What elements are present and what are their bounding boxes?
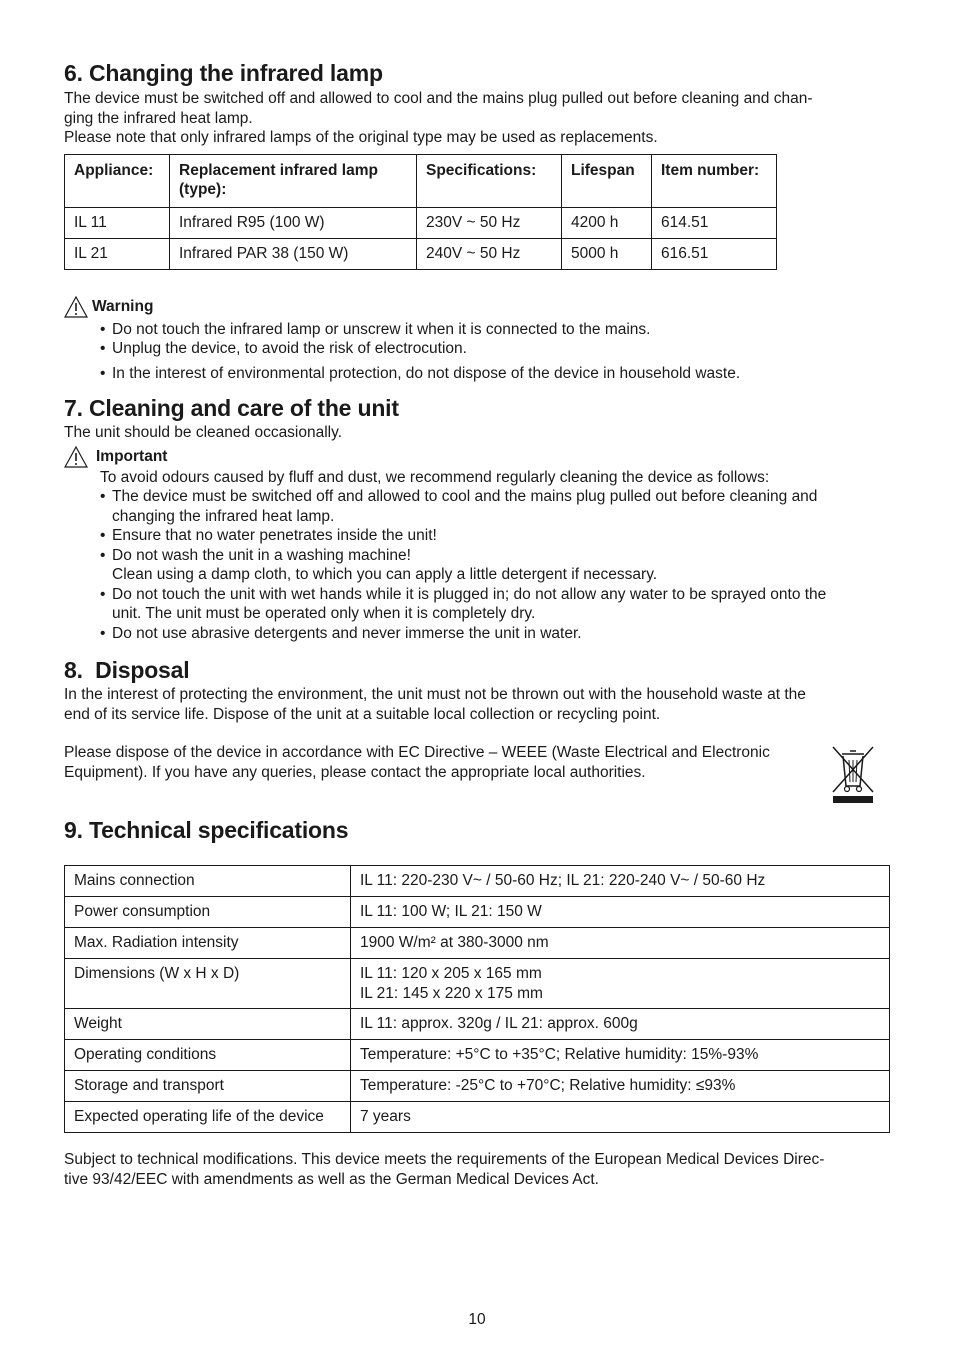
warning-label: Warning bbox=[92, 297, 154, 315]
spec-value: 7 years bbox=[351, 1102, 890, 1133]
s8-paragraph-1a: In the interest of protecting the environment, the unit must not be thrown out with the household waste at the bbox=[64, 686, 806, 703]
spec-label: Weight bbox=[65, 1009, 351, 1040]
header-specifications: Specifications: bbox=[417, 154, 562, 207]
spec-label: Mains connection bbox=[65, 866, 351, 897]
list-item-continuation: Clean using a damp cloth, to which you can apply a little detergent if necessary. bbox=[112, 566, 658, 583]
s6-paragraph-1b: ging the infrared heat lamp. bbox=[64, 109, 253, 127]
spec-label: Dimensions (W x H x D) bbox=[65, 959, 351, 1009]
section-9-title: 9. Technical specifications bbox=[64, 817, 349, 843]
table-cell: 240V ~ 50 Hz bbox=[417, 238, 562, 269]
s8-paragraph-2b: Equipment). If you have any queries, please contact the appropriate local authorities. bbox=[64, 763, 646, 781]
important-intro: To avoid odours caused by fluff and dust, we recommend regularly cleaning the device as follows: bbox=[100, 468, 770, 486]
list-item: • Do not touch the unit with wet hands while it is plugged in; do not allow any water to be sprayed onto the bbox=[100, 585, 827, 603]
spec-label: Max. Radiation intensity bbox=[65, 928, 351, 959]
warning-triangle-icon bbox=[64, 296, 88, 318]
section-7-title: 7. Cleaning and care of the unit bbox=[64, 395, 399, 421]
table-row bbox=[65, 1009, 890, 1040]
list-item-continuation: changing the infrared heat lamp. bbox=[112, 507, 335, 525]
s8-paragraph-2a: Please dispose of the device in accordance with EC Directive – WEEE (Waste Electrical and Electronic bbox=[64, 744, 770, 761]
table-row bbox=[65, 207, 777, 238]
spec-value: Temperature: -25°C to +70°C; Relative humidity: ≤93% bbox=[351, 1071, 890, 1102]
weee-crossed-bin-icon bbox=[832, 746, 874, 804]
technical-specifications-table bbox=[64, 865, 890, 1133]
replacement-lamp-table bbox=[64, 154, 777, 270]
table-row bbox=[65, 959, 890, 1009]
s6-paragraph-2: Please note that only infrared lamps of the original type may be used as replacements. bbox=[64, 129, 658, 146]
spec-label: Power consumption bbox=[65, 897, 351, 928]
list-item: • Do not use abrasive detergents and never immerse the unit in water. bbox=[100, 624, 582, 642]
table-row bbox=[65, 1071, 890, 1102]
list-item: • In the interest of environmental protection, do not dispose of the device in household waste. bbox=[100, 364, 741, 382]
spec-label: Expected operating life of the device bbox=[65, 1102, 351, 1133]
page-number: 10 bbox=[468, 1311, 486, 1328]
spec-value: IL 11: 100 W; IL 21: 150 W bbox=[351, 897, 890, 928]
spec-value bbox=[351, 959, 890, 1009]
spec-label: Storage and transport bbox=[65, 1071, 351, 1102]
list-item-continuation: unit. The unit must be operated only when it is completely dry. bbox=[112, 605, 536, 622]
s6-paragraph-1a: The device must be switched off and allowed to cool and the mains plug pulled out before cleaning and chan- bbox=[64, 90, 813, 107]
table-cell: 616.51 bbox=[652, 238, 777, 269]
header-lamp-type: Replacement infrared lamp (type): bbox=[170, 154, 417, 207]
table-row bbox=[65, 897, 890, 928]
table-row bbox=[65, 1102, 890, 1133]
table-header-row bbox=[65, 154, 777, 207]
table-row bbox=[65, 1040, 890, 1071]
table-row bbox=[65, 238, 777, 269]
table-cell: Infrared R95 (100 W) bbox=[170, 207, 417, 238]
header-lifespan: Lifespan bbox=[562, 154, 652, 207]
s7-intro: The unit should be cleaned occasionally. bbox=[64, 424, 343, 441]
list-item: • Do not wash the unit in a washing machine! bbox=[100, 546, 411, 564]
spec-value-line: IL 21: 145 x 220 x 175 mm bbox=[360, 984, 543, 1002]
section-6-title: 6. Changing the infrared lamp bbox=[64, 60, 383, 86]
list-item: • Do not touch the infrared lamp or unscrew it when it is connected to the mains. bbox=[100, 320, 651, 338]
table-cell: IL 21 bbox=[65, 238, 170, 269]
table-row bbox=[65, 928, 890, 959]
spec-value: Temperature: +5°C to +35°C; Relative humidity: 15%-93% bbox=[351, 1040, 890, 1071]
list-item: • The device must be switched off and allowed to cool and the mains plug pulled out before cleaning and bbox=[100, 488, 818, 505]
table-cell: 230V ~ 50 Hz bbox=[417, 207, 562, 238]
warning-triangle-icon bbox=[64, 446, 88, 468]
important-label: Important bbox=[96, 447, 168, 465]
spec-value: IL 11: approx. 320g / IL 21: approx. 600g bbox=[351, 1009, 890, 1040]
warning-heading bbox=[64, 296, 890, 318]
footer-note-b: tive 93/42/EEC with amendments as well as the German Medical Devices Act. bbox=[64, 1170, 599, 1188]
header-item-number: Item number: bbox=[652, 154, 777, 207]
header-appliance: Appliance: bbox=[65, 154, 170, 207]
table-cell: 614.51 bbox=[652, 207, 777, 238]
section-8-title: 8. Disposal bbox=[64, 657, 190, 683]
table-cell: Infrared PAR 38 (150 W) bbox=[170, 238, 417, 269]
spec-value: 1900 W/m² at 380-3000 nm bbox=[351, 928, 890, 959]
footer-note-a: Subject to technical modifications. This device meets the requirements of the European Medical Devices Direc- bbox=[64, 1151, 825, 1168]
list-item: • Unplug the device, to avoid the risk of electrocution. bbox=[100, 340, 467, 357]
important-heading bbox=[64, 446, 890, 468]
spec-label: Operating conditions bbox=[65, 1040, 351, 1071]
spec-value-line: IL 11: 120 x 205 x 165 mm bbox=[360, 965, 542, 982]
table-row bbox=[65, 866, 890, 897]
table-cell: IL 11 bbox=[65, 207, 170, 238]
table-cell: 5000 h bbox=[562, 238, 652, 269]
s8-paragraph-1b: end of its service life. Dispose of the unit at a suitable local collection or recycling point. bbox=[64, 705, 661, 723]
spec-value: IL 11: 220-230 V~ / 50-60 Hz; IL 21: 220-240 V~ / 50-60 Hz bbox=[351, 866, 890, 897]
list-item: • Ensure that no water penetrates inside the unit! bbox=[100, 527, 437, 544]
table-cell: 4200 h bbox=[562, 207, 652, 238]
document-page bbox=[64, 58, 890, 1189]
